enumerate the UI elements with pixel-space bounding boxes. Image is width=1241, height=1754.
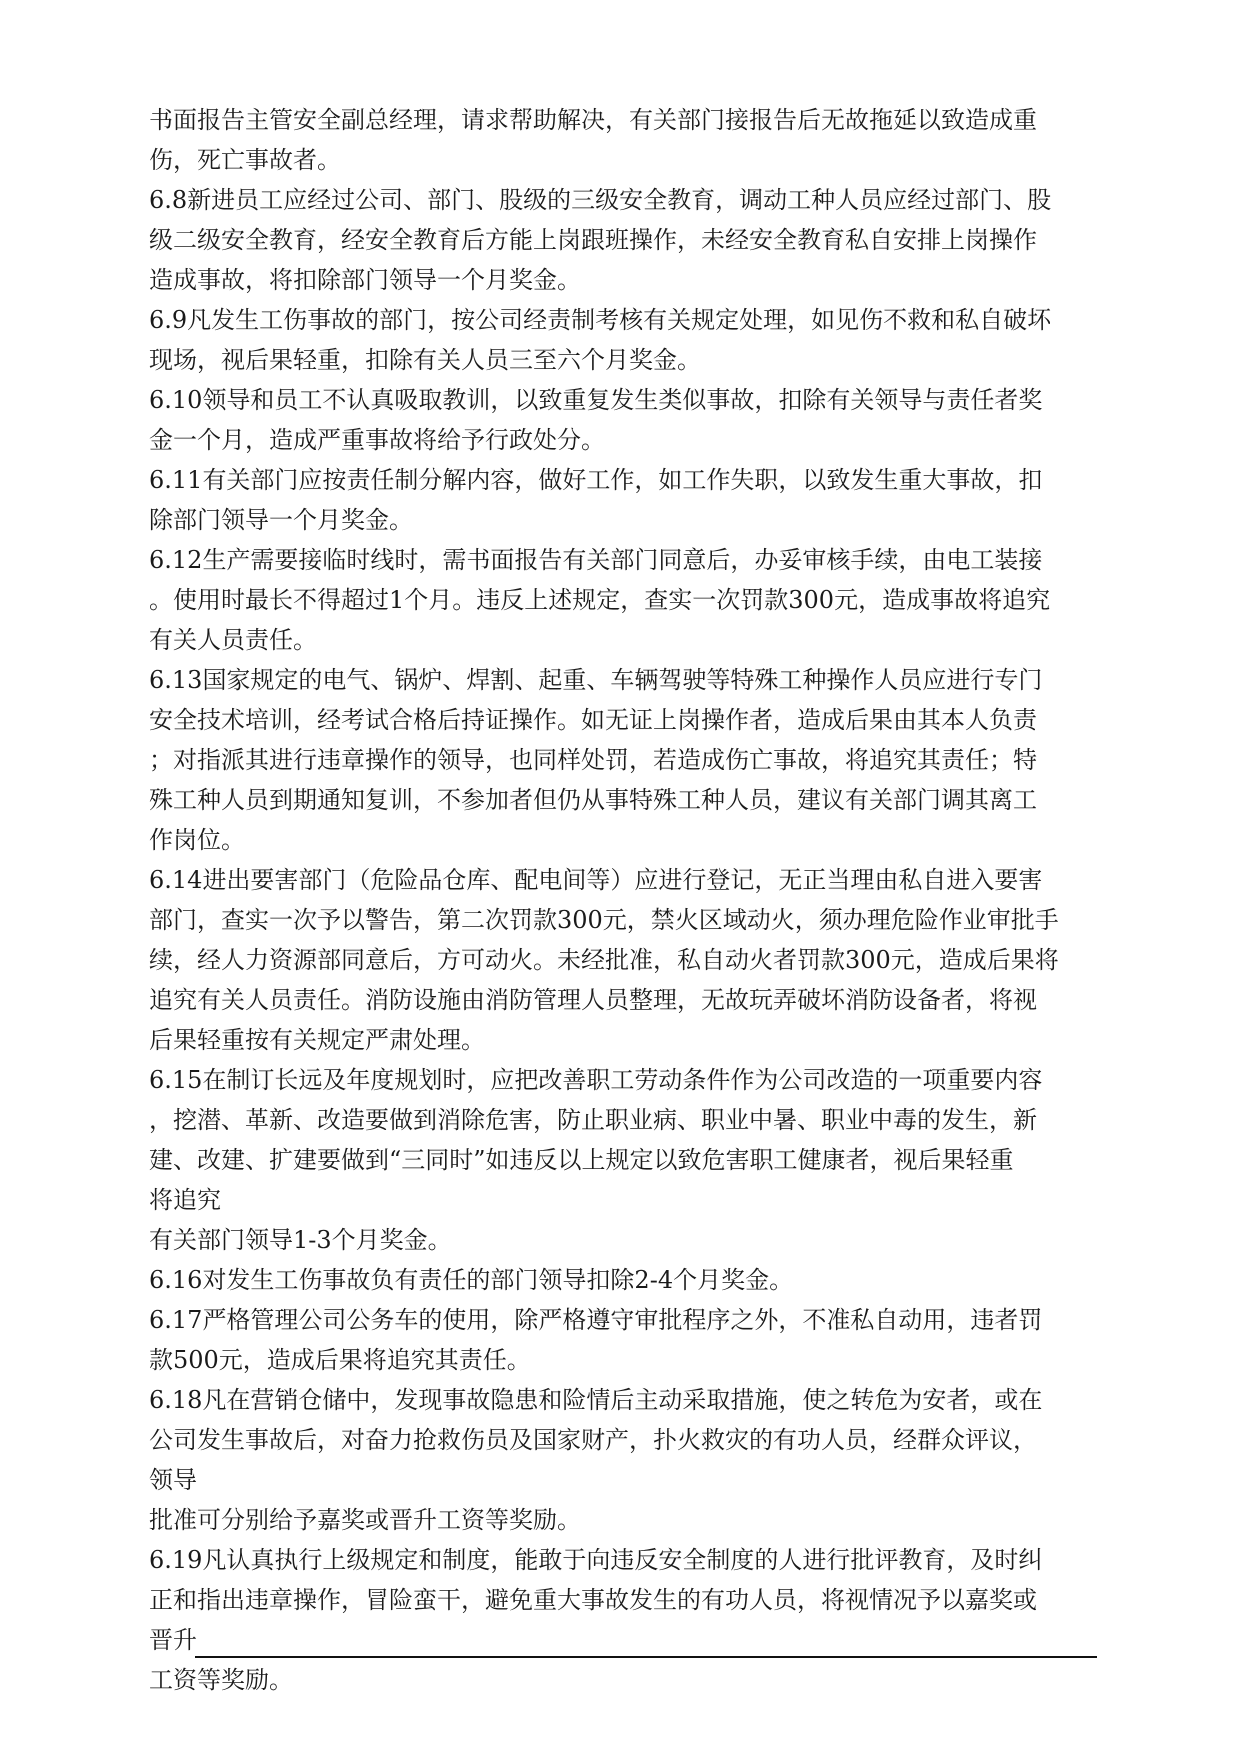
- text-line: 作岗位。: [149, 826, 245, 854]
- text-line: 建、改建、扩建要做到“三同时”如违反以上规定以致危害职工健康者，视后果轻重: [149, 1146, 1014, 1174]
- document-body: [149, 100, 1089, 1700]
- text-line: ，挖潜、革新、改造要做到消除危害，防止职业病、职业中暑、职业中毒的发生，新: [149, 1106, 1037, 1134]
- text-line: 批准可分别给予嘉奖或晋升工资等奖励。: [149, 1506, 581, 1534]
- text-line: 伤，死亡事故者。: [149, 146, 341, 174]
- text-line: 部门，查实一次予以警告，第二次罚款300元，禁火区域动火，须办理危险作业审批手: [149, 906, 1059, 934]
- text-line: ；对指派其进行违章操作的领导，也同样处罚，若造成伤亡事故，将追究其责任；特: [149, 746, 1037, 774]
- text-line: 6.11有关部门应按责任制分解内容，做好工作，如工作失职，以致发生重大事故，扣: [149, 466, 1043, 494]
- text-line: 6.10领导和员工不认真吸取教训，以致重复发生类似事故，扣除有关领导与责任者奖: [149, 386, 1043, 414]
- text-line: 追究有关人员责任。消防设施由消防管理人员整理，无故玩弄破坏消防设备者，将视: [149, 986, 1037, 1014]
- text-line: 6.13国家规定的电气、锅炉、焊割、起重、车辆驾驶等特殊工种操作人员应进行专门: [149, 666, 1043, 694]
- underline-rule: [195, 1656, 1097, 1658]
- text-line: 晋升: [149, 1626, 197, 1654]
- text-line: 现场，视后果轻重，扣除有关人员三至六个月奖金。: [149, 346, 701, 374]
- text-line: 。使用时最长不得超过1个月。违反上述规定，查实一次罚款300元，造成事故将追究: [149, 586, 1051, 614]
- text-line: 安全技术培训，经考试合格后持证操作。如无证上岗操作者，造成后果由其本人负责: [149, 706, 1037, 734]
- text-line: 造成事故，将扣除部门领导一个月奖金。: [149, 266, 581, 294]
- text-line: 金一个月，造成严重事故将给予行政处分。: [149, 426, 605, 454]
- text-line: 6.16对发生工伤事故负有责任的部门领导扣除2-4个月奖金。: [149, 1266, 794, 1294]
- text-line: 6.19凡认真执行上级规定和制度，能敢于向违反安全制度的人进行批评教育，及时纠: [149, 1546, 1043, 1574]
- text-line: 6.17严格管理公司公务车的使用，除严格遵守审批程序之外，不准私自动用，违者罚: [149, 1306, 1043, 1334]
- text-line: 除部门领导一个月奖金。: [149, 506, 413, 534]
- text-line: 工资等奖励。: [149, 1666, 293, 1694]
- text-line: 6.15在制订长远及年度规划时，应把改善职工劳动条件作为公司改造的一项重要内容: [149, 1066, 1043, 1094]
- text-line: 6.9凡发生工伤事故的部门，按公司经责制考核有关规定处理，如见伤不救和私自破坏: [149, 306, 1052, 334]
- text-line: 公司发生事故后，对奋力抢救伤员及国家财产，扑火救灾的有功人员，经群众评议，: [149, 1426, 1037, 1454]
- text-line: 6.12生产需要接临时线时，需书面报告有关部门同意后，办妥审核手续，由电工装接: [149, 546, 1043, 574]
- text-line: 有关部门领导1-3个月奖金。: [149, 1226, 452, 1254]
- text-line: 书面报告主管安全副总经理，请求帮助解决，有关部门接报告后无故拖延以致造成重: [149, 106, 1037, 134]
- text-line: 领导: [149, 1466, 197, 1494]
- text-line: 后果轻重按有关规定严肃处理。: [149, 1026, 485, 1054]
- text-line: 正和指出违章操作，冒险蛮干，避免重大事故发生的有功人员，将视情况予以嘉奖或: [149, 1586, 1037, 1614]
- text-line: 款500元，造成后果将追究其责任。: [149, 1346, 531, 1374]
- text-line: 将追究: [149, 1186, 221, 1214]
- text-line: 6.18凡在营销仓储中，发现事故隐患和险情后主动采取措施，使之转危为安者，或在: [149, 1386, 1043, 1414]
- text-line: 续，经人力资源部同意后，方可动火。未经批准，私自动火者罚款300元，造成后果将: [149, 946, 1059, 974]
- underlined-text-line: [149, 1620, 1089, 1660]
- text-line: 级二级安全教育，经安全教育后方能上岗跟班操作，未经安全教育私自安排上岗操作: [149, 226, 1037, 254]
- text-line: 殊工种人员到期通知复训，不参加者但仍从事特殊工种人员，建议有关部门调其离工: [149, 786, 1037, 814]
- text-line: 6.14进出要害部门（危险品仓库、配电间等）应进行登记，无正当理由私自进入要害: [149, 866, 1043, 894]
- text-line: 有关人员责任。: [149, 626, 317, 654]
- text-line: 6.8新进员工应经过公司、部门、股级的三级安全教育，调动工种人员应经过部门、股: [149, 186, 1052, 214]
